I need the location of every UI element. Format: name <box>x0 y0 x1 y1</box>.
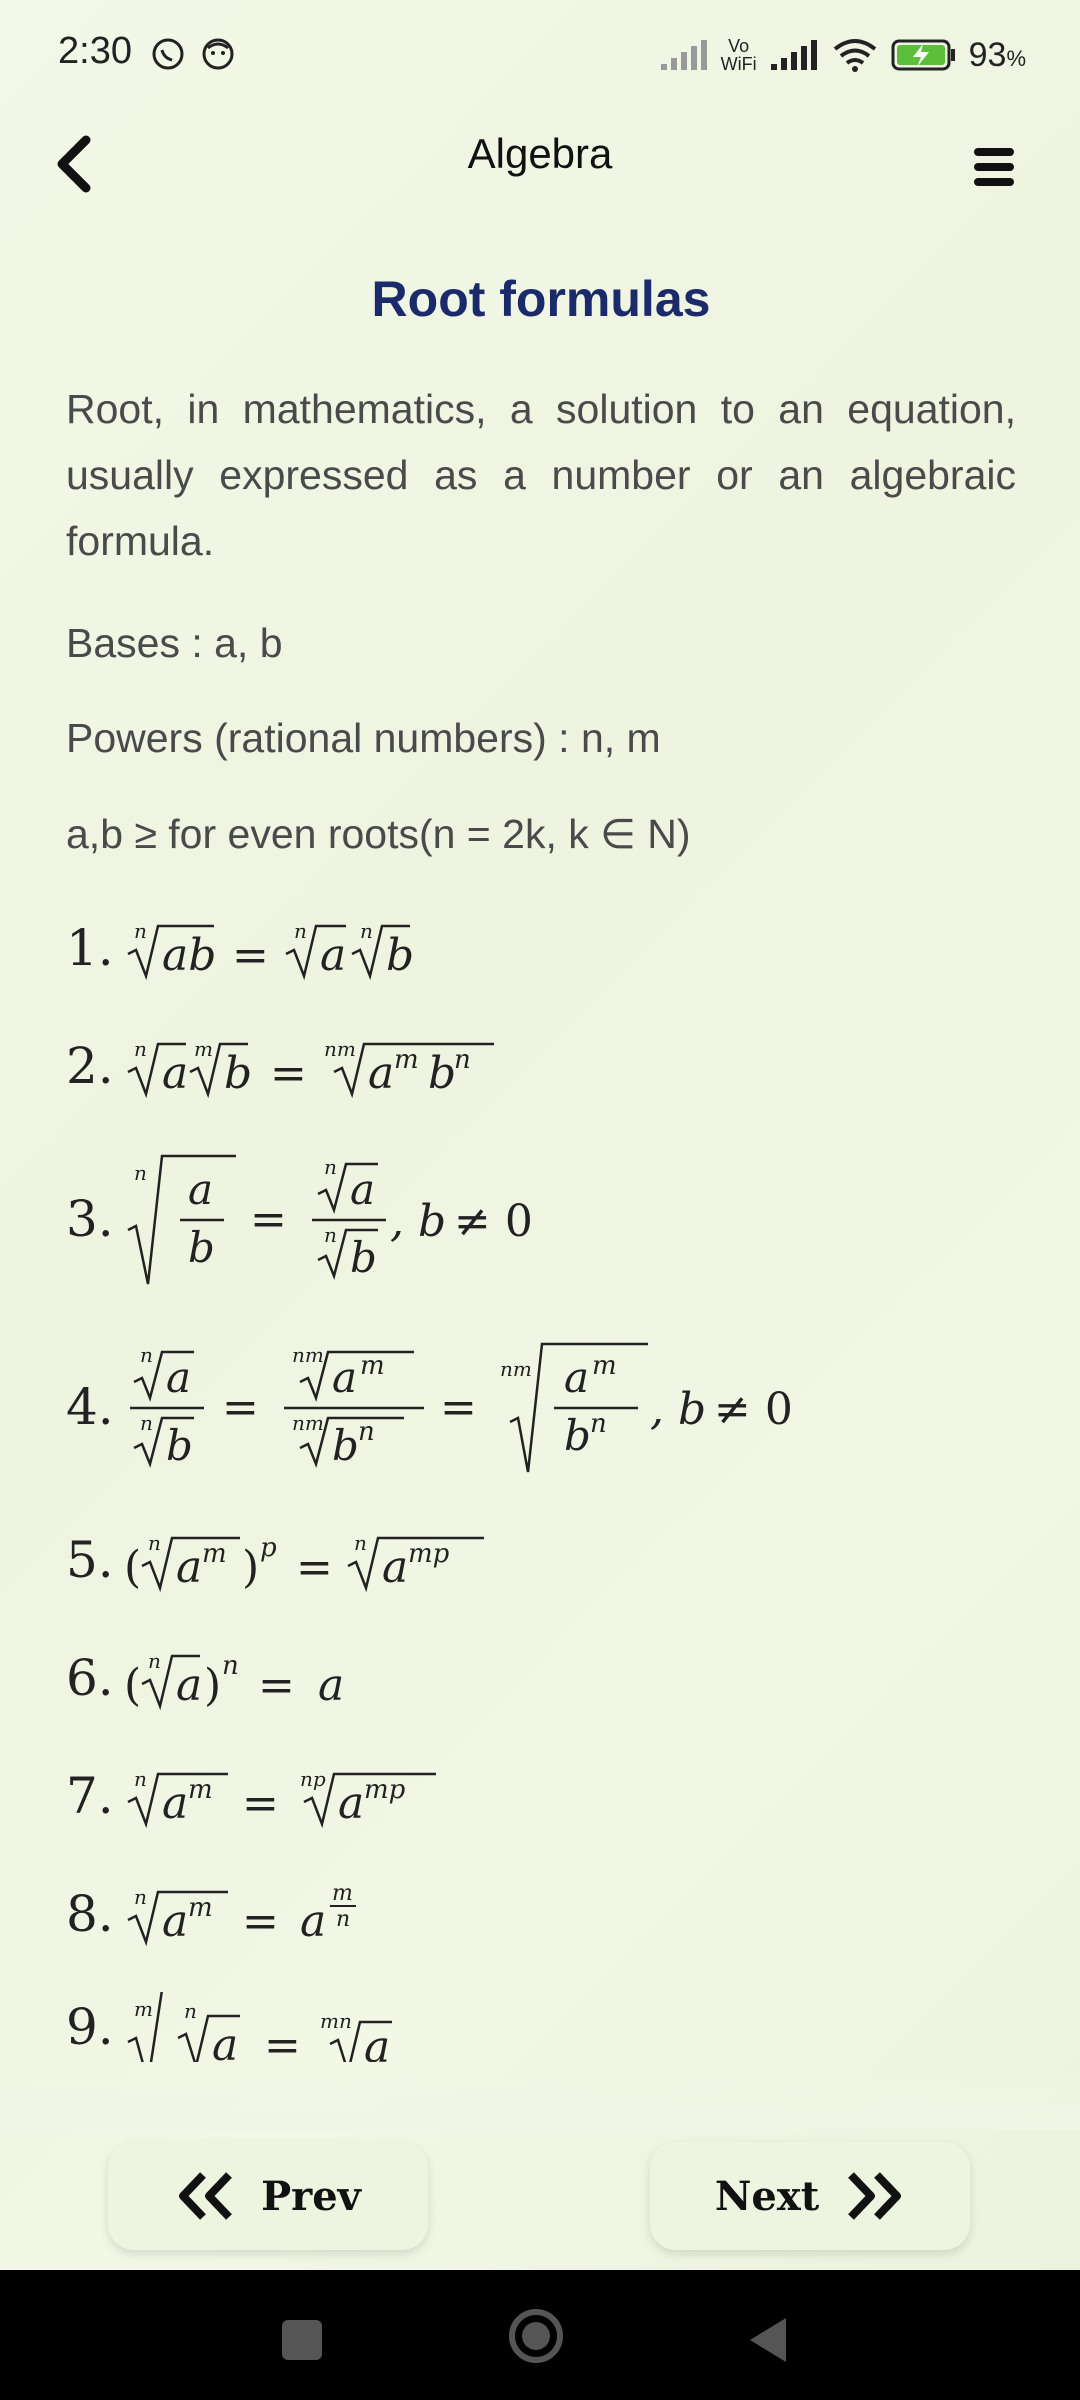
notification-face-icon <box>200 36 236 72</box>
svg-text:a: a <box>161 1896 188 1947</box>
formula-1 <box>66 908 1016 988</box>
bases-text: Bases : a, b <box>66 620 283 666</box>
formula-2-math <box>124 1026 524 1106</box>
svg-text:=: = <box>221 1382 259 1433</box>
status-bar <box>0 0 1080 110</box>
formula-2 <box>66 1026 1016 1106</box>
battery-percentage: 93 <box>968 35 1007 74</box>
svg-text:nm: nm <box>291 1343 324 1367</box>
svg-text:): ) <box>203 1660 221 1711</box>
formula-number: 1. <box>66 919 114 977</box>
signal-weak-icon <box>659 38 709 72</box>
formula-4-math <box>124 1332 844 1482</box>
svg-text:a: a <box>175 1542 202 1593</box>
svg-text:a: a <box>175 1660 202 1711</box>
svg-text:b: b <box>331 1421 359 1470</box>
next-button[interactable] <box>650 2142 970 2250</box>
svg-text:n: n <box>139 1411 153 1435</box>
wifi-icon <box>831 37 879 73</box>
svg-text:≠ 0: ≠ 0 <box>713 1384 793 1435</box>
svg-text:=: = <box>249 1194 287 1245</box>
svg-text:n: n <box>589 1409 607 1439</box>
svg-text:): ) <box>241 1542 259 1593</box>
vowifi-bottom: WiFi <box>720 54 757 74</box>
svg-text:n: n <box>133 1767 147 1791</box>
formula-5 <box>66 1520 1016 1600</box>
svg-text:n: n <box>133 919 147 943</box>
svg-text:b: b <box>187 1223 215 1272</box>
svg-text:mp: mp <box>363 1775 406 1805</box>
svg-text:=: = <box>231 930 269 981</box>
formula-8-math <box>124 1874 424 1954</box>
svg-text:n: n <box>183 1999 197 2023</box>
svg-text:n: n <box>221 1651 239 1681</box>
formula-9 <box>66 1992 1016 2062</box>
svg-text:m: m <box>193 1037 213 1061</box>
svg-text:=: = <box>269 1048 307 1099</box>
system-nav-bar <box>0 2270 1080 2400</box>
formula-number: 5. <box>66 1531 114 1589</box>
content-area[interactable] <box>66 260 1016 2100</box>
svg-text:=: = <box>263 2020 301 2062</box>
svg-text:a: a <box>381 1542 408 1593</box>
svg-text:a: a <box>337 1778 364 1829</box>
formula-list <box>66 908 1016 2062</box>
formula-number: 4. <box>66 1378 114 1436</box>
svg-text:np: np <box>299 1767 326 1791</box>
double-chevron-right-icon <box>843 2169 905 2223</box>
svg-text:b: b <box>385 930 414 981</box>
signal-strong-icon <box>769 38 819 72</box>
intro-paragraph: Root, in mathematics, a solution to an equation, usually expressed as a number or an algebraic formula. <box>66 386 1016 564</box>
home-icon[interactable] <box>508 2308 564 2364</box>
formula-7-math <box>124 1756 484 1836</box>
svg-text:a: a <box>367 1048 394 1099</box>
svg-text:a: a <box>363 2022 390 2062</box>
next-label: Next <box>714 2172 820 2220</box>
svg-text:n: n <box>147 1531 161 1555</box>
svg-text:p: p <box>259 1533 277 1563</box>
svg-text:m: m <box>133 1997 153 2021</box>
svg-text:n: n <box>293 919 307 943</box>
formula-number: 6. <box>66 1649 114 1707</box>
svg-text:b: b <box>427 1048 456 1099</box>
app-title: Algebra <box>467 130 613 177</box>
svg-text:a: a <box>317 1660 344 1711</box>
menu-icon[interactable] <box>960 132 1030 202</box>
svg-text:nm: nm <box>323 1037 356 1061</box>
bottom-fade <box>0 2070 1080 2130</box>
svg-text:(: ( <box>123 1542 141 1593</box>
app-bar <box>0 110 1080 250</box>
svg-text:m: m <box>359 1351 385 1381</box>
prev-button[interactable] <box>108 2142 428 2250</box>
svg-text:m: m <box>187 1893 213 1923</box>
system-back-icon[interactable] <box>744 2314 792 2366</box>
formula-6 <box>66 1638 1016 1718</box>
svg-text:n: n <box>133 1037 147 1061</box>
svg-text:a: a <box>331 1353 357 1402</box>
svg-text:a: a <box>319 930 346 981</box>
svg-text:ab: ab <box>161 930 217 981</box>
svg-text:n: n <box>147 1649 161 1673</box>
svg-text:a: a <box>165 1353 191 1402</box>
formula-number: 2. <box>66 1037 114 1095</box>
svg-text:a: a <box>563 1353 589 1402</box>
svg-text:b: b <box>563 1411 591 1460</box>
formula-number: 7. <box>66 1767 114 1825</box>
svg-text:=: = <box>439 1382 477 1433</box>
svg-text:mn: mn <box>319 2009 352 2033</box>
svg-text:m: m <box>331 1881 353 1906</box>
svg-text:, b: , b <box>649 1384 706 1435</box>
svg-text:nm: nm <box>291 1411 324 1435</box>
svg-text:, b: , b <box>389 1196 446 1247</box>
svg-text:nm: nm <box>499 1357 532 1381</box>
svg-text:(: ( <box>123 1660 141 1711</box>
vowifi-top: Vo <box>728 36 750 56</box>
svg-text:n: n <box>133 1885 147 1909</box>
svg-text:m: m <box>187 1775 213 1805</box>
powers-text: Powers (rational numbers) : n, m <box>66 715 661 761</box>
svg-text:a: a <box>161 1778 188 1829</box>
svg-text:=: = <box>295 1542 333 1593</box>
svg-text:a: a <box>299 1896 326 1947</box>
status-right-group <box>659 30 1026 80</box>
battery-charging-icon <box>891 38 957 72</box>
formula-4 <box>66 1332 1016 1482</box>
svg-text:a: a <box>161 1048 188 1099</box>
formula-7 <box>66 1756 1016 1836</box>
svg-text:n: n <box>133 1161 147 1185</box>
formula-3 <box>66 1144 1016 1294</box>
svg-text:n: n <box>323 1223 337 1247</box>
svg-text:a: a <box>211 2020 238 2062</box>
double-chevron-left-icon <box>175 2169 237 2223</box>
prev-label: Prev <box>261 2172 361 2220</box>
pager-bar <box>0 2130 1080 2270</box>
svg-text:n: n <box>353 1531 367 1555</box>
svg-text:b: b <box>223 1048 252 1099</box>
svg-text:n: n <box>323 1155 337 1179</box>
vowifi-icon <box>721 37 757 73</box>
svg-text:mp: mp <box>407 1539 450 1569</box>
formula-8 <box>66 1874 1016 1954</box>
status-time: 2:30 <box>58 30 132 72</box>
svg-text:b: b <box>349 1233 377 1282</box>
battery-unit: % <box>1006 45 1026 71</box>
svg-text:n: n <box>357 1417 375 1447</box>
page-title: Root formulas <box>371 271 711 327</box>
formula-3-math <box>124 1144 564 1294</box>
formula-number: 9. <box>66 1998 114 2056</box>
formula-number: 3. <box>66 1190 114 1248</box>
svg-text:a: a <box>349 1165 375 1214</box>
svg-text:m: m <box>591 1351 617 1381</box>
svg-text:a: a <box>187 1165 213 1214</box>
whatsapp-icon <box>150 36 186 72</box>
condition-text: a,b ≥ for even roots(n = 2k, k ∈ N) <box>66 811 691 857</box>
svg-text:n: n <box>359 919 373 943</box>
svg-text:=: = <box>241 1778 279 1829</box>
formula-5-math <box>124 1520 524 1600</box>
recents-icon[interactable] <box>282 2320 322 2360</box>
svg-text:m: m <box>201 1539 227 1569</box>
svg-text:b: b <box>165 1421 193 1470</box>
formula-number: 8. <box>66 1885 114 1943</box>
svg-text:n: n <box>453 1045 471 1075</box>
svg-text:n: n <box>335 1907 350 1932</box>
svg-text:=: = <box>257 1660 295 1711</box>
svg-text:=: = <box>241 1896 279 1947</box>
formula-1-math <box>124 908 454 988</box>
svg-text:≠ 0: ≠ 0 <box>453 1196 533 1247</box>
svg-text:m: m <box>393 1045 419 1075</box>
svg-text:n: n <box>139 1343 153 1367</box>
formula-6-math <box>124 1638 424 1718</box>
formula-9-math <box>124 1992 454 2062</box>
